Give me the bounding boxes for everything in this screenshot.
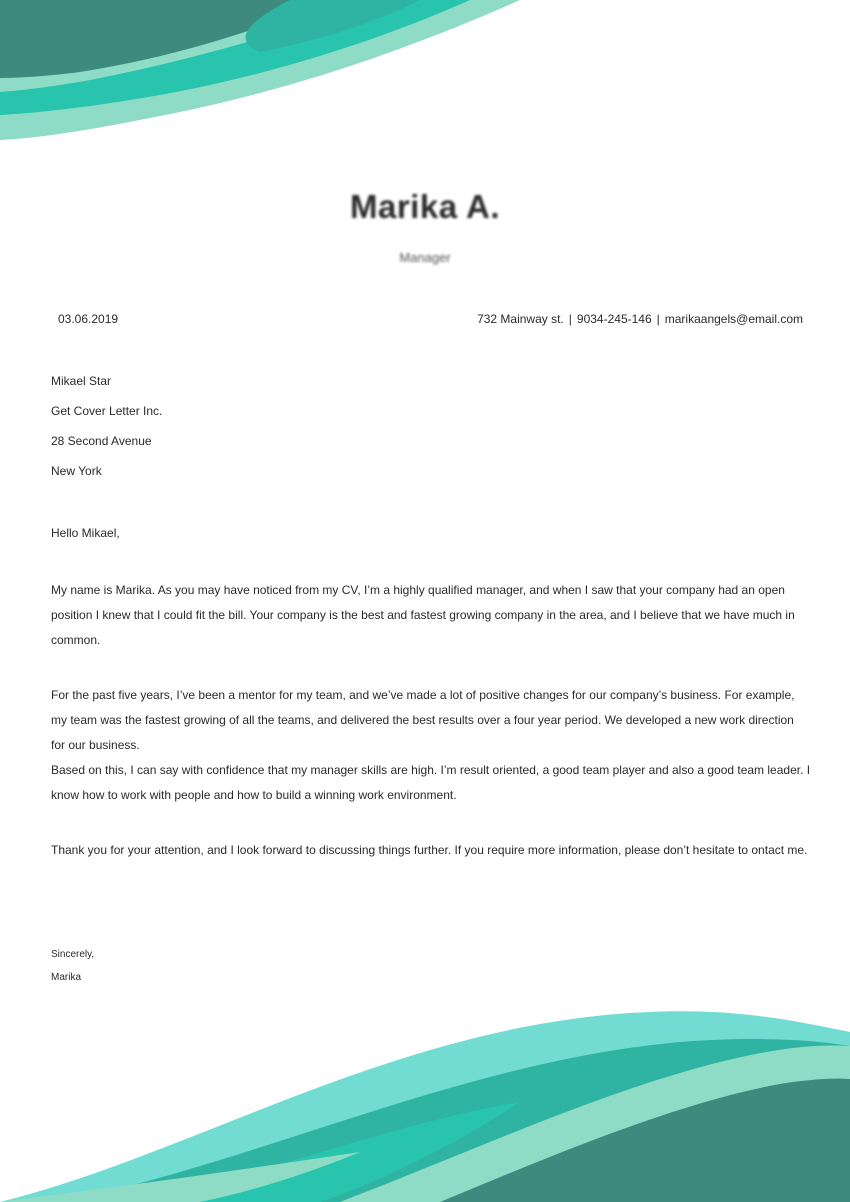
letter-paragraph-2a: For the past five years, I’ve been a mentor for my team, and we’ve made a lot of positive changes for our company’s business. For example, my team was the fastest growing of all the teams, and delivered the best results over a four year period. We developed a new work direction for our business. bbox=[51, 688, 795, 752]
recipient-street: 28 Second Avenue bbox=[51, 434, 152, 448]
bottom-wave-decoration bbox=[0, 1002, 850, 1202]
applicant-name: Marika A. bbox=[349, 188, 500, 225]
contact-phone: 9034-245-146 bbox=[576, 312, 652, 326]
letter-paragraph-1: My name is Marika. As you may have noticed from my CV, I’m a highly qualified manager, and when I saw that your company had an open position I knew that I could fit the bill. Your company is the best and fastest growing company in the area, and I believe that we have much in common. bbox=[51, 583, 795, 647]
letter-paragraph-3: Thank you for your attention, and I look forward to discussing things further. If you require more information, please don’t hesitate to ontact me. bbox=[51, 843, 808, 857]
closing-block bbox=[51, 948, 94, 994]
closing-phrase: Sincerely, bbox=[51, 949, 95, 960]
recipient-city: New York bbox=[51, 464, 102, 478]
letter-paragraph-2 bbox=[51, 683, 811, 808]
contact-line bbox=[477, 312, 803, 326]
letter-date: 03.06.2019 bbox=[58, 312, 119, 326]
contact-address: 732 Mainway st. bbox=[477, 312, 564, 326]
separator: | bbox=[568, 312, 572, 326]
applicant-role: Manager bbox=[399, 250, 451, 265]
top-wave-decoration bbox=[0, 0, 850, 160]
contact-email: marikaangels@email.com bbox=[664, 312, 803, 326]
salutation: Hello Mikael, bbox=[51, 526, 120, 540]
separator: | bbox=[656, 312, 660, 326]
signature: Marika bbox=[51, 972, 82, 983]
recipient-company: Get Cover Letter Inc. bbox=[51, 404, 163, 418]
recipient-block bbox=[51, 373, 162, 493]
recipient-name: Mikael Star bbox=[51, 374, 112, 388]
letter-paragraph-2b: Based on this, I can say with confidence that my manager skills are high. I’m result oriented, a good team player and also a good team leader. I know how to work with people and how to build a winning work environment. bbox=[51, 763, 811, 802]
